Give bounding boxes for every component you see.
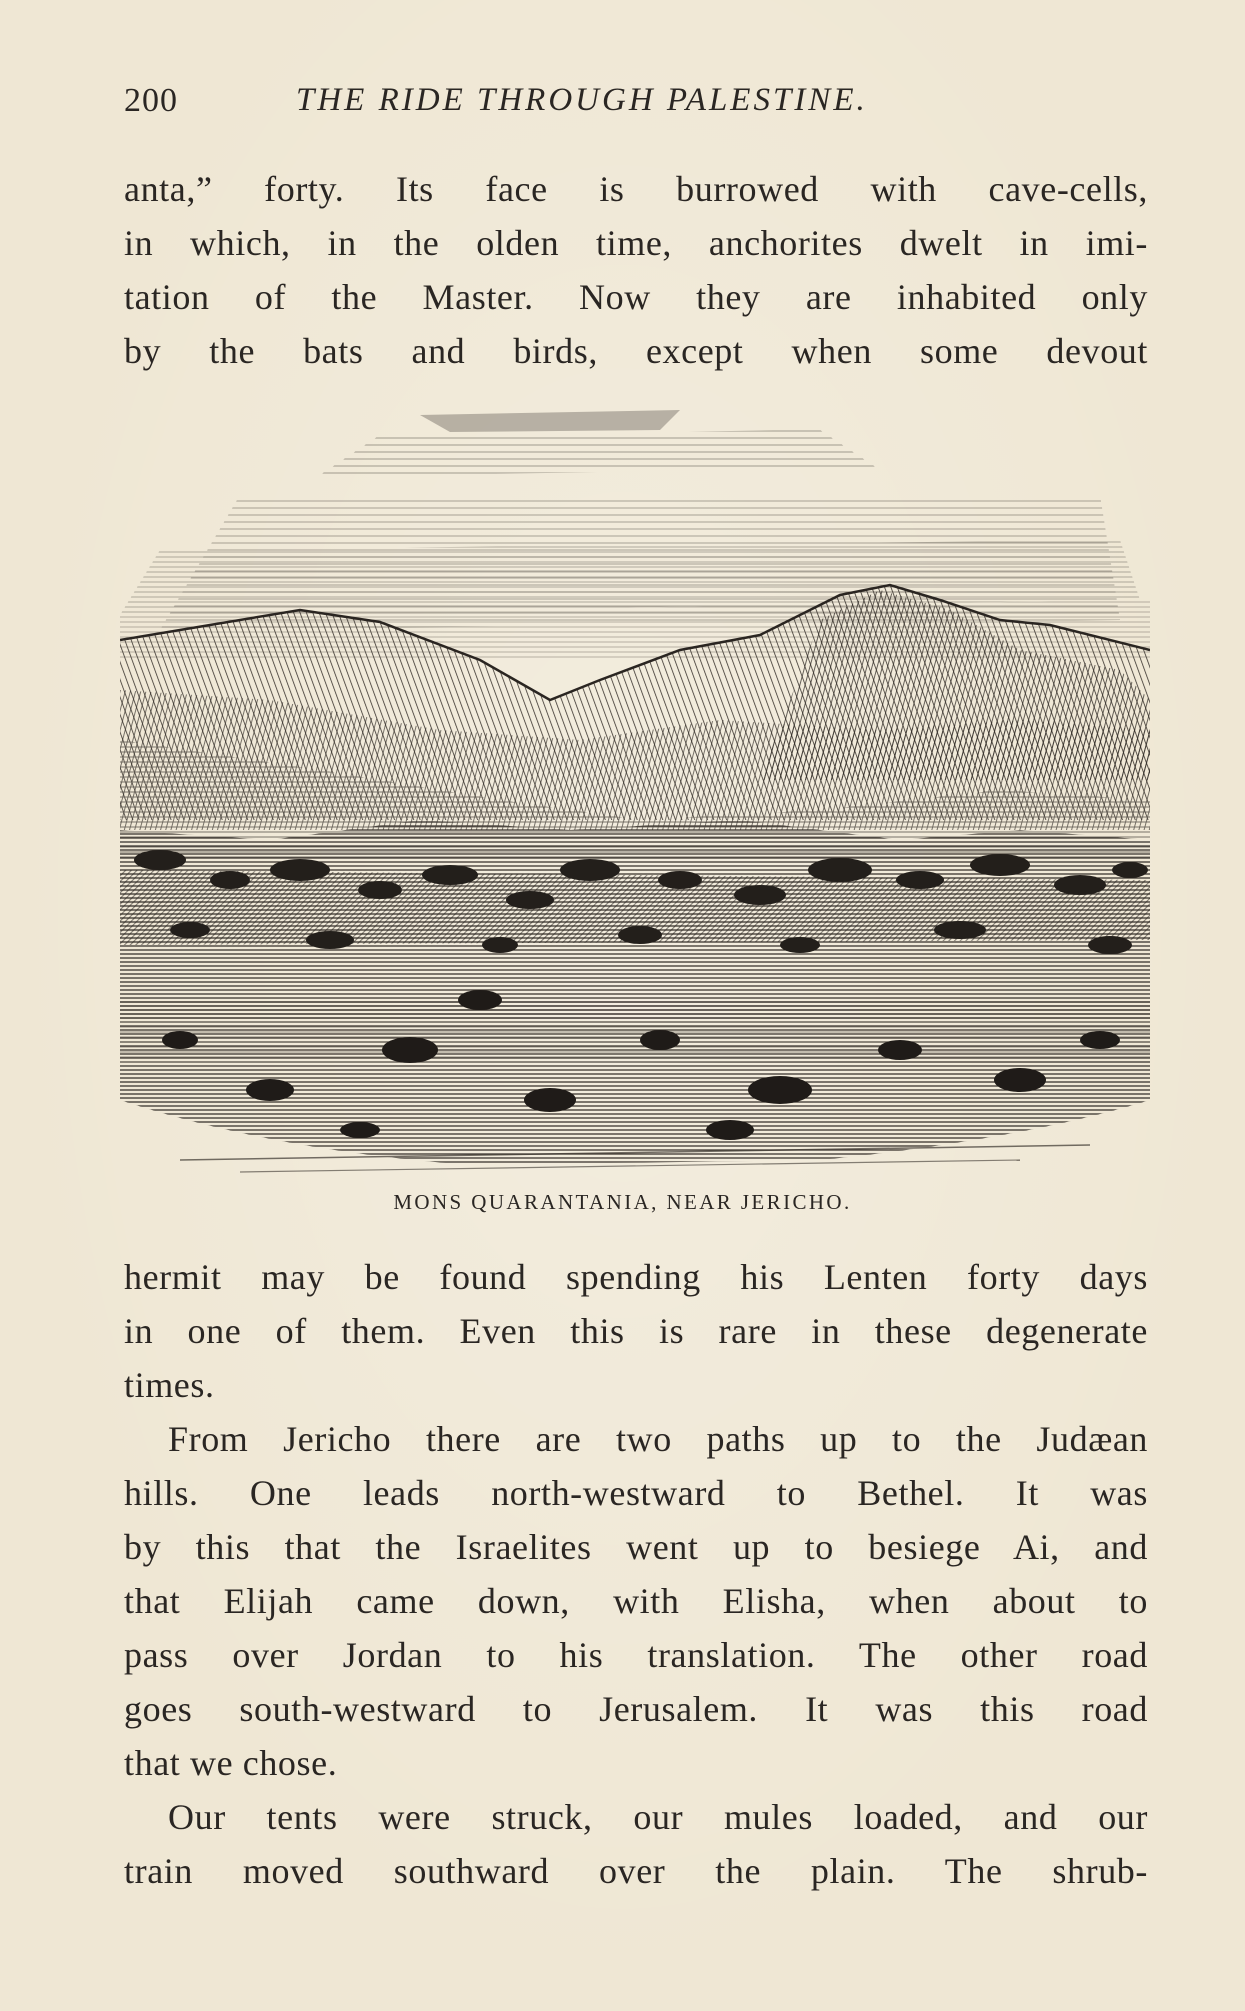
text-line: in one of them. Even this is rare in these degenerate — [124, 1311, 1148, 1351]
page-header — [124, 82, 1124, 132]
body-text-top — [124, 162, 1148, 378]
text-line: train moved southward over the plain. The shrub- — [124, 1851, 1148, 1891]
text-line: pass over Jordan to his translation. The other road — [124, 1635, 1148, 1675]
text-line: that we chose. — [124, 1743, 338, 1783]
text-line: times. — [124, 1365, 215, 1405]
body-text-bottom — [124, 1250, 1148, 1898]
text-line: anta,” forty. Its face is burrowed with cave-cells, — [124, 169, 1148, 209]
running-title: THE RIDE THROUGH PALESTINE. — [296, 82, 868, 118]
paragraph-first-line: Our tents were struck, our mules loaded, and our — [168, 1797, 1148, 1837]
text-line: that Elijah came down, with Elisha, when about to — [124, 1581, 1148, 1621]
foreground-plain — [120, 990, 1150, 1172]
landscape-engraving — [120, 400, 1150, 1180]
text-line: hills. One leads north-westward to Bethel. It was — [124, 1473, 1148, 1513]
paragraph-first-line: From Jericho there are two paths up to the Judæan — [168, 1419, 1148, 1459]
text-line: tation of the Master. Now they are inhabited only — [124, 277, 1148, 317]
text-line: by the bats and birds, except when some devout — [124, 331, 1148, 371]
text-line: in which, in the olden time, anchorites dwelt in imi- — [124, 223, 1148, 263]
text-line: goes south-westward to Jerusalem. It was this road — [124, 1689, 1148, 1729]
page-number: 200 — [124, 82, 178, 119]
text-line: hermit may be found spending his Lenten forty days — [124, 1257, 1148, 1297]
text-line: by this that the Israelites went up to besiege Ai, and — [124, 1527, 1148, 1567]
figure-caption: MONS QUARANTANIA, NEAR JERICHO. — [393, 1190, 852, 1214]
scrubland — [120, 820, 1150, 1020]
engraving-illustration — [120, 400, 1150, 1180]
